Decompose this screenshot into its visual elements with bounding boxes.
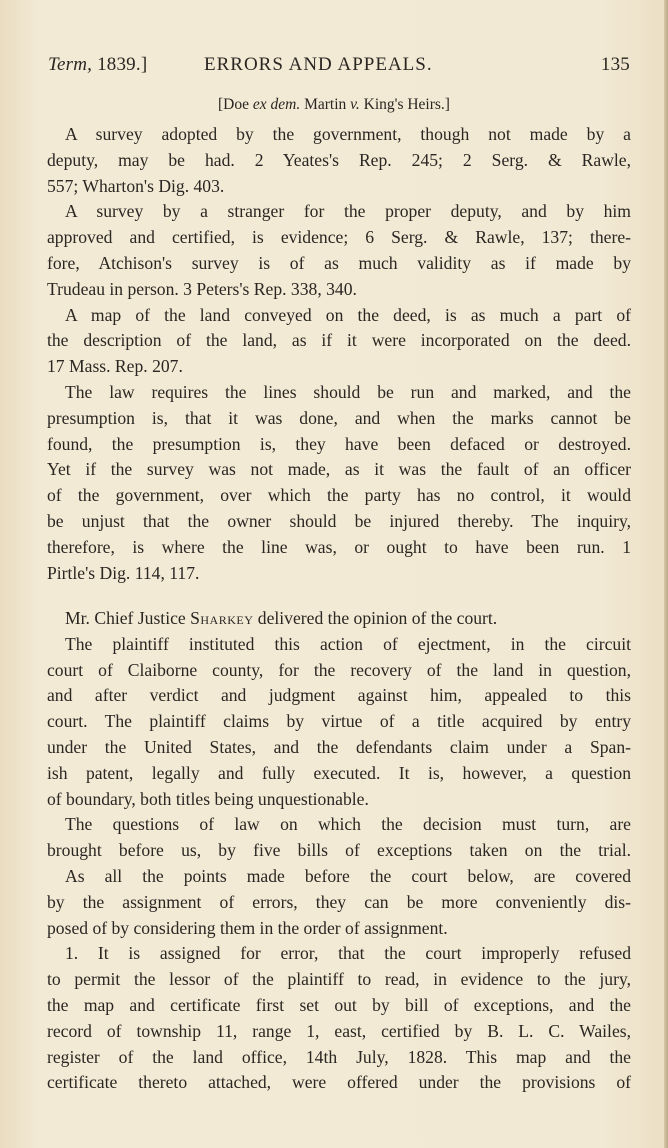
text-line: The questions of law on which the decision must turn, are [65,814,631,835]
running-header [48,54,630,84]
text-line: Yet if the survey was not made, as it was the fault of an officer [47,459,631,480]
text-line: the description of the land, as if it were incorporated on the deed. [47,330,631,351]
argument-text [47,122,631,586]
text-line: court. The plaintiff claims by virtue of a title acquired by entry [47,711,631,732]
text-line: brought before us, by five bills of exceptions taken on the trial. [47,840,631,861]
page-edge [664,0,668,1148]
text-line: presumption is, that it was done, and when the marks cannot be [47,407,631,428]
intro-after: delivered the opinion of the court. [253,608,498,628]
text-line: be unjust that the owner should be injured thereby. The inquiry, [47,510,631,531]
text-line: court of Claiborne county, for the recovery of the land in question, [47,659,631,680]
text-line: A survey by a stranger for the proper deputy, and by him [65,201,631,222]
text-line: ish patent, legally and fully executed. It is, however, a question [47,762,631,783]
term-year: 1839.] [92,54,148,75]
text-line: Trudeau in person. 3 Peters's Rep. 338, 340. [47,278,357,299]
text-line: of the government, over which the party has no control, it would [47,485,631,506]
text-line: The plaintiff instituted this action of ejectment, in the circuit [65,633,631,654]
text-line: Pirtle's Dig. 114, 117. [47,562,200,583]
caption-ex-dem: ex dem. [252,96,301,113]
opinion-intro-line [47,606,631,632]
text-line: and after verdict and judgment against him, appealed to this [47,685,631,706]
text-line: to permit the lessor of the plaintiff to read, in evidence to the jury, [47,969,631,990]
text-line: therefore, is where the line was, or ought to have been run. 1 [47,536,631,557]
caption-party: Martin [300,96,351,113]
text-line: by the assignment of errors, they can be more conveniently dis- [47,891,631,912]
text-line: certificate thereto attached, were offered under the provisions of [47,1072,631,1093]
term-label [48,54,147,76]
text-line: 1. It is assigned for error, that the court improperly refused [65,943,631,964]
text-line: the map and certificate first set out by bill of exceptions, and the [47,994,631,1015]
text-line: approved and certified, is evidence; 6 Serg. & Rawle, 137; there- [47,227,631,248]
judge-name: Sharkey [190,608,254,628]
text-line: A map of the land conveyed on the deed, is as much a part of [65,304,631,325]
text-line: under the United States, and the defendants claim under a Span- [47,736,631,757]
text-line: 557; Wharton's Dig. 403. [47,175,225,196]
opinion-text [47,606,631,1096]
text-line: A survey adopted by the government, though not made by a [65,124,631,144]
page-number: 135 [600,54,630,75]
text-line: fore, Atchison's survey is of as much validity as if made by [47,252,631,273]
caption-end: King's Heirs.] [359,96,450,113]
intro-before: Mr. Chief Justice [65,608,191,628]
text-line: As all the points made before the court below, are covered [65,865,631,886]
text-line: record of township 11, range 1, east, certified by B. L. C. Wailes, [47,1020,631,1041]
term-word: Term, [48,54,93,75]
text-line: register of the land office, 14th July, 1828. This map and the [47,1046,631,1067]
text-line: 17 Mass. Rep. 207. [47,356,183,377]
case-caption [0,96,668,114]
text-line: of boundary, both titles being unquestionable. [47,788,369,809]
running-title: ERRORS AND APPEALS. [204,54,433,75]
caption-versus: v. [350,96,360,113]
text-line: The law requires the lines should be run and marked, and the [65,381,631,402]
caption-open: [Doe [218,96,253,113]
text-line: posed of by considering them in the order of assignment. [47,917,448,938]
text-line: found, the presumption is, they have been defaced or destroyed. [47,433,631,454]
text-line: deputy, may be had. 2 Yeates's Rep. 245; 2 Serg. & Rawle, [47,149,631,170]
